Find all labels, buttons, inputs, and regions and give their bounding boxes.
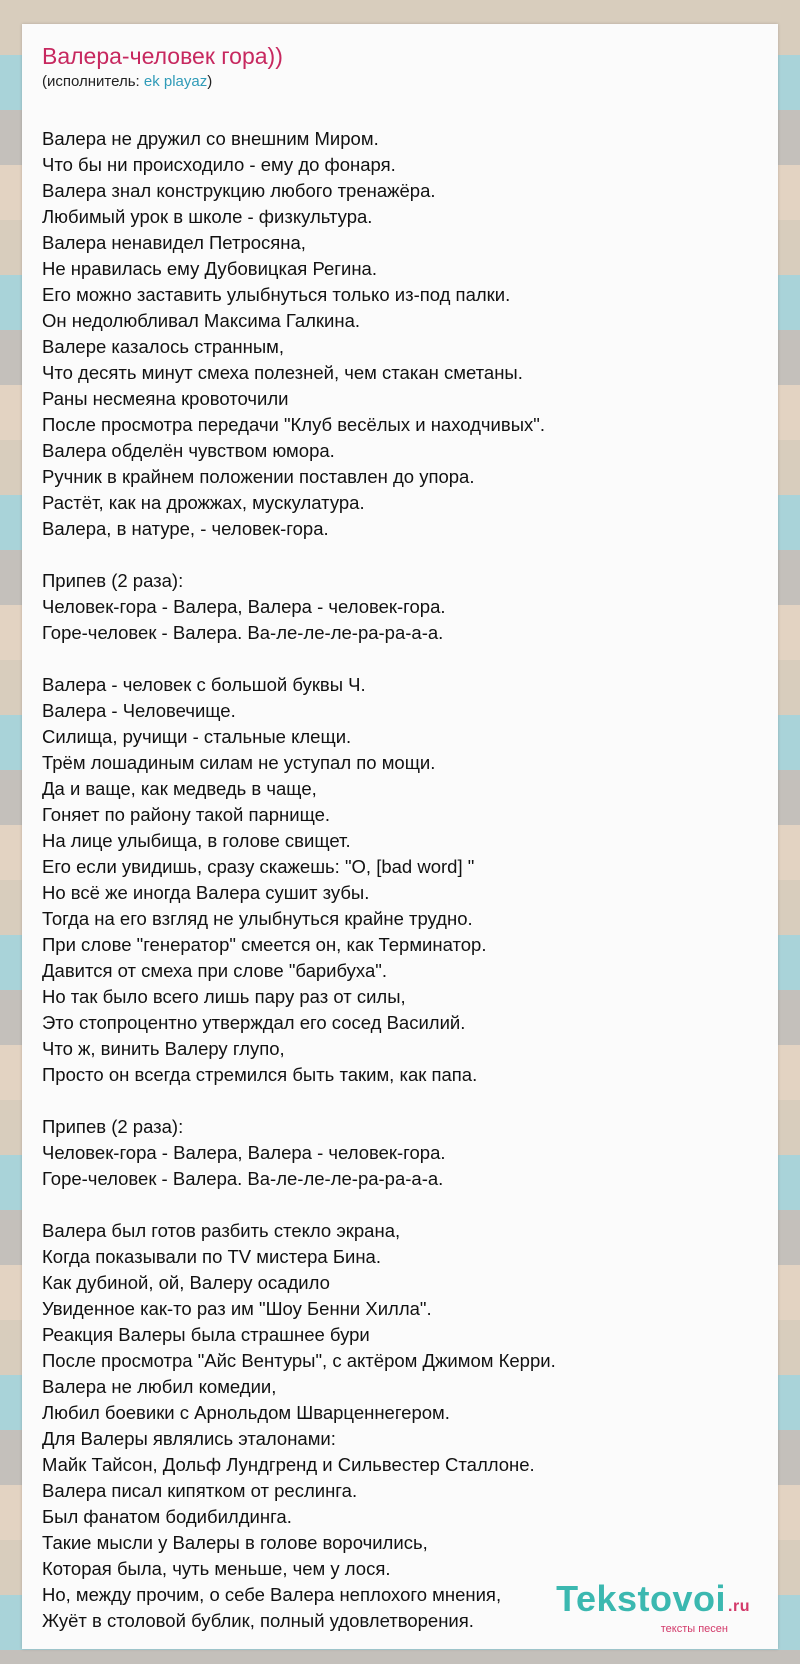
lyric-line: Валере казалось странным, <box>42 336 284 357</box>
lyric-line: Растёт, как на дрожжах, мускулатура. <box>42 492 365 513</box>
lyric-line: Что десять минут смеха полезней, чем стакан сметаны. <box>42 362 523 383</box>
lyric-line: Был фанатом бодибилдинга. <box>42 1506 292 1527</box>
lyric-line <box>42 542 752 568</box>
logo-name: Tekstovoi <box>556 1578 727 1619</box>
lyric-line: Тогда на его взгляд не улыбнуться крайне трудно. <box>42 908 473 929</box>
lyric-line <box>42 1088 752 1114</box>
lyric-line: Для Валеры являлись эталонами: <box>42 1428 336 1449</box>
lyric-line: При слове "генератор" смеется он, как Терминатор. <box>42 934 487 955</box>
lyric-line: Ручник в крайнем положении поставлен до упора. <box>42 466 475 487</box>
logo-tagline: тексты песен <box>660 1623 728 1635</box>
lyric-line: Давится от смеха при слове "барибуха". <box>42 960 387 981</box>
song-title: Валера-человек гора)) <box>42 43 283 69</box>
lyric-line: Раны несмеяна кровоточили <box>42 388 289 409</box>
lyric-line: Его если увидишь, сразу скажешь: "О, [bad word] " <box>42 856 475 877</box>
lyric-line: Что бы ни происходило - ему до фонаря. <box>42 154 396 175</box>
lyric-line: Любил боевики с Арнольдом Шварценнегером. <box>42 1402 450 1423</box>
lyric-line: Валера - Человечище. <box>42 700 236 721</box>
site-logo[interactable] <box>556 1578 750 1635</box>
lyric-line: Валера ненавидел Петросяна, <box>42 232 306 253</box>
performer-link[interactable]: ek playaz <box>143 73 208 90</box>
logo-wordmark <box>556 1578 750 1625</box>
lyric-line: После просмотра передачи "Клуб весёлых и находчивых". <box>42 414 545 435</box>
lyric-line: Валера не любил комедии, <box>42 1376 277 1397</box>
lyric-line: Припев (2 раза): <box>42 1116 184 1137</box>
lyric-line: Да и ваще, как медведь в чаще, <box>42 778 317 799</box>
performer-line <box>42 73 212 90</box>
lyric-line: Но всё же иногда Валера сушит зубы. <box>42 882 370 903</box>
lyric-line: Просто он всегда стремился быть таким, как папа. <box>42 1064 478 1085</box>
lyric-line: Трём лошадиным силам не уступал по мощи. <box>42 752 436 773</box>
lyric-line: Человек-гора - Валера, Валера - человек-гора. <box>42 596 446 617</box>
lyric-line: Силища, ручищи - стальные клещи. <box>42 726 352 747</box>
lyric-line: Как дубиной, ой, Валеру осадило <box>42 1272 330 1293</box>
lyrics-text <box>42 126 752 1634</box>
lyric-line: Не нравилась ему Дубовицкая Регина. <box>42 258 377 279</box>
lyric-line: Реакция Валеры была страшнее бури <box>42 1324 370 1345</box>
lyric-line: Увиденное как-то раз им "Шоу Бенни Хилла". <box>42 1298 432 1319</box>
lyric-line: Которая была, чуть меньше, чем у лося. <box>42 1558 391 1579</box>
lyric-line: Любимый урок в школе - физкультура. <box>42 206 373 227</box>
performer-prefix: (исполнитель: <box>42 73 144 90</box>
logo-tld: .ru <box>728 1598 750 1615</box>
lyric-line: Что ж, винить Валеру глупо, <box>42 1038 285 1059</box>
lyric-line: Валера, в натуре, - человек-гора. <box>42 518 329 539</box>
lyric-line: Такие мысли у Валеры в голове ворочились, <box>42 1532 428 1553</box>
lyric-line: Но так было всего лишь пару раз от силы, <box>42 986 406 1007</box>
lyric-line: Когда показывали по TV мистера Бина. <box>42 1246 381 1267</box>
lyric-line: Человек-гора - Валера, Валера - человек-гора. <box>42 1142 446 1163</box>
lyric-line: Припев (2 раза): <box>42 570 184 591</box>
performer-suffix: ) <box>207 73 213 90</box>
lyric-line: Валера - человек с большой буквы Ч. <box>42 674 366 695</box>
lyric-line: Горе-человек - Валера. Ва-ле-ле-ле-ра-ра-а-а. <box>42 622 444 643</box>
lyric-line: Его можно заставить улыбнуться только из-под палки. <box>42 284 511 305</box>
lyric-line: Но, между прочим, о себе Валера неплохого мнения, <box>42 1584 502 1605</box>
lyric-line: Валера был готов разбить стекло экрана, <box>42 1220 401 1241</box>
lyric-line: Жуёт в столовой бублик, полный удовлетворения. <box>42 1610 474 1631</box>
lyric-line <box>42 1192 752 1218</box>
lyric-line: Валера писал кипятком от реслинга. <box>42 1480 358 1501</box>
lyric-line: Он недолюбливал Максима Галкина. <box>42 310 361 331</box>
lyric-line: После просмотра "Айс Вентуры", с актёром Джимом Керри. <box>42 1350 556 1371</box>
lyric-line: Гоняет по району такой парнище. <box>42 804 331 825</box>
lyric-line: Валера не дружил со внешним Миром. <box>42 128 379 149</box>
lyric-line: Майк Тайсон, Дольф Лундгренд и Сильвестер Сталлоне. <box>42 1454 535 1475</box>
lyric-line: Горе-человек - Валера. Ва-ле-ле-ле-ра-ра-а-а. <box>42 1168 444 1189</box>
lyric-line: Это стопроцентно утверждал его сосед Василий. <box>42 1012 466 1033</box>
lyrics-card <box>22 24 778 1649</box>
lyric-line <box>42 646 752 672</box>
lyric-line: Валера знал конструкцию любого тренажёра. <box>42 180 436 201</box>
lyric-line: На лице улыбища, в голове свищет. <box>42 830 351 851</box>
lyric-line: Валера обделён чувством юмора. <box>42 440 335 461</box>
